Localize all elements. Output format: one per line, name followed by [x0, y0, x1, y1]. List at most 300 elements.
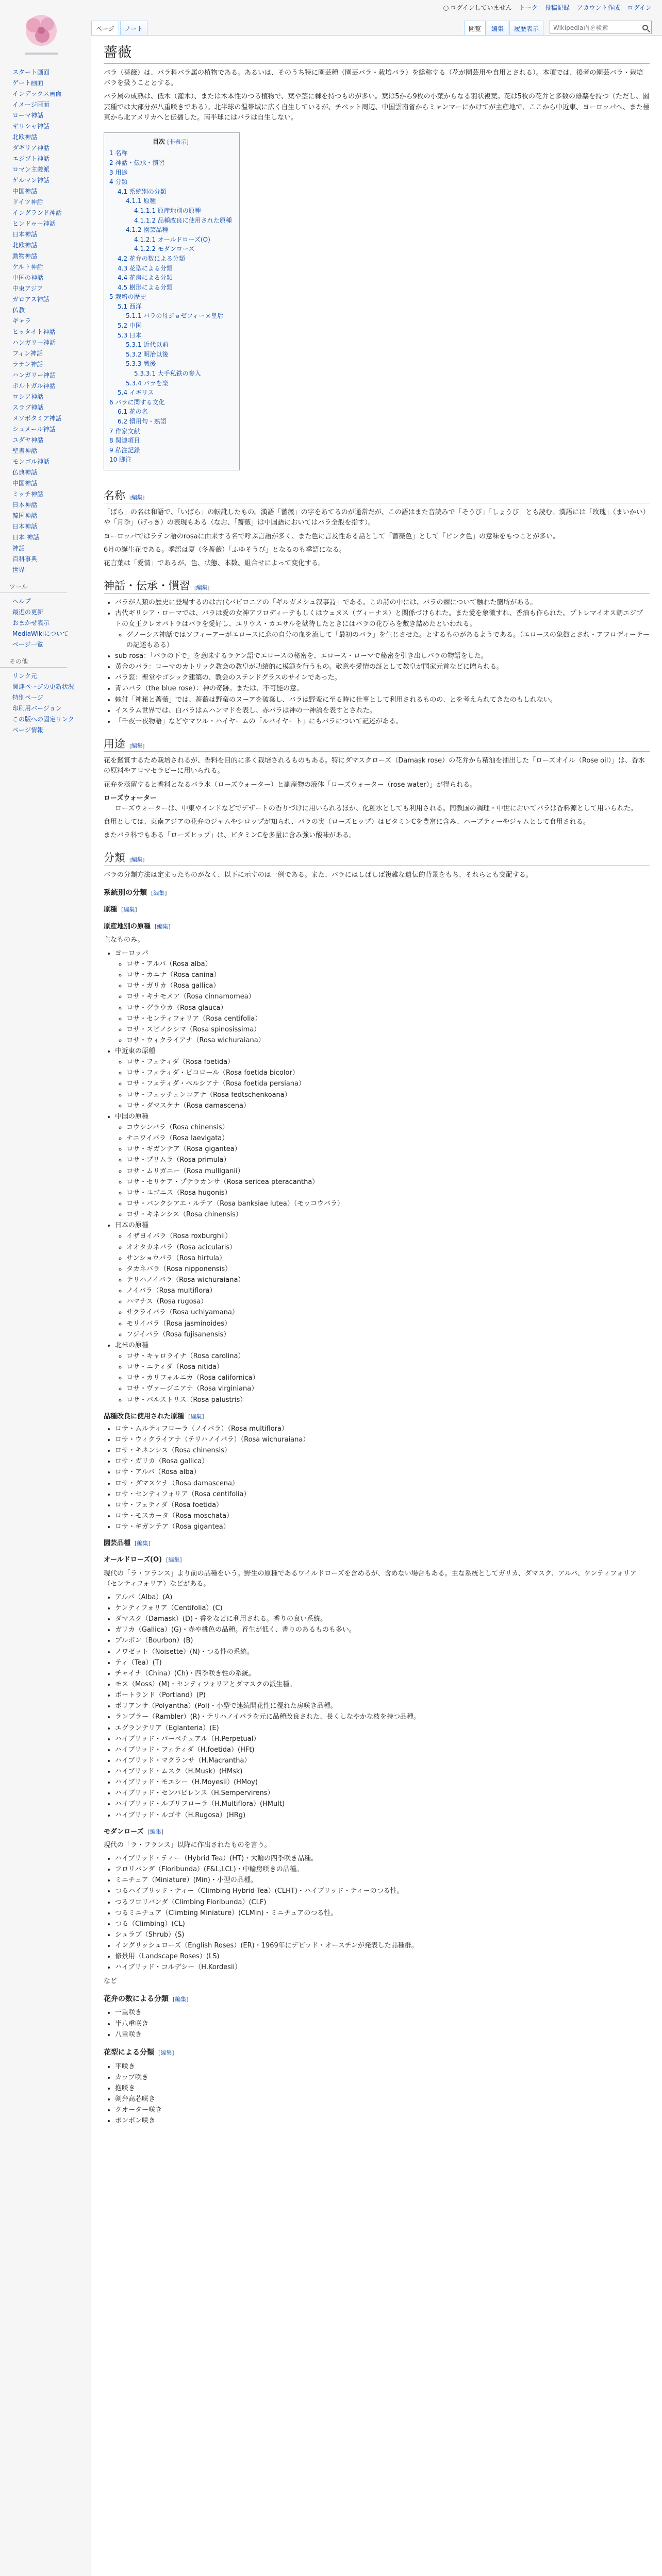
link[interactable]: 9 私注記録 — [109, 446, 140, 454]
link[interactable]: メソポタミア神話 — [12, 415, 62, 422]
link[interactable]: 5.1.1 バラの母ジョゼフィーヌ皇后 — [126, 312, 224, 320]
search-icon[interactable] — [642, 25, 648, 30]
link[interactable]: イメージ画面 — [12, 101, 49, 108]
sidebar-item[interactable] — [12, 121, 88, 132]
sidebar-item[interactable] — [12, 348, 88, 359]
list-item: ◦ ナニワイバラ（Rosa laevigata） — [126, 1133, 650, 1144]
edit-section-link[interactable]: [編集] — [188, 1413, 204, 1420]
link[interactable]: ゲルマン神話 — [12, 177, 49, 184]
list-item: • ハイブリッド・パーペチュアル（H.Perpetual） — [115, 1734, 650, 1744]
link[interactable]: この版への固定リンク — [12, 716, 74, 723]
link[interactable]: 7 作家文献 — [109, 427, 140, 435]
link[interactable]: 韓国神話 — [12, 512, 38, 519]
link[interactable]: エジプト神話 — [12, 155, 50, 162]
sidebar-item[interactable] — [12, 110, 88, 121]
list-item: ◦ ロサ・プリムラ（Rosa primula） — [126, 1155, 650, 1165]
list-item: ◦ ロサ・キネンシス（Rosa chinensis） — [126, 1210, 650, 1220]
toc-toggle[interactable]: [非表示] — [167, 138, 189, 145]
link[interactable]: 最近の更新 — [12, 608, 44, 616]
link[interactable]: ケルト神話 — [12, 263, 43, 270]
link[interactable]: 関連ページの更新状況 — [12, 683, 74, 690]
list-item: ◦ ロサ・ムリガニー（Rosa mulliganii） — [126, 1166, 650, 1177]
link[interactable]: ページ情報 — [12, 726, 43, 734]
sidebar-item[interactable] — [12, 478, 88, 489]
link[interactable]: 6 バラに関する文化 — [109, 398, 165, 406]
sidebar-item[interactable] — [12, 692, 88, 703]
link[interactable]: おまかせ表示 — [12, 619, 50, 626]
link[interactable]: 世界 — [12, 566, 25, 573]
tab-article[interactable]: ページ — [91, 21, 119, 36]
list-item: • ブルボン（Bourbon）(B) — [115, 1636, 650, 1646]
list-item: ◦ ロサ・アルバ（Rosa alba） — [126, 959, 650, 970]
link[interactable]: ハンガリー神話 — [12, 339, 56, 346]
sidebar-item[interactable] — [12, 532, 88, 543]
link[interactable]: 中東アジア — [12, 285, 43, 292]
link[interactable]: 1 名称 — [109, 149, 128, 157]
link[interactable]: ヒンドゥー神話 — [12, 220, 56, 227]
link[interactable]: MediaWikiについて — [12, 630, 69, 637]
site-logo[interactable] — [10, 7, 72, 64]
link[interactable]: 10 脚注 — [109, 456, 132, 464]
tab-history[interactable]: 履歴表示 — [509, 21, 543, 36]
link[interactable]: 日本神話 — [12, 501, 38, 509]
link[interactable]: フィン神話 — [12, 350, 43, 357]
sidebar-item[interactable] — [12, 186, 88, 197]
subsection-heading: 花弁の数による分類 [編集] — [104, 1994, 189, 2003]
link[interactable]: 4 分類 — [109, 178, 128, 186]
link[interactable]: 聖書神話 — [12, 447, 38, 454]
link[interactable]: ドイツ神話 — [12, 198, 43, 206]
link[interactable]: 5.3.3 戦後 — [126, 360, 156, 368]
toc-item[interactable] — [109, 283, 232, 293]
sidebar-item[interactable] — [12, 703, 88, 714]
toc-item[interactable] — [109, 264, 232, 274]
tab-read[interactable]: 閲覧 — [464, 21, 486, 36]
link[interactable]: 北欧神話 — [12, 242, 38, 249]
toc-item[interactable] — [109, 369, 232, 379]
sidebar-item[interactable] — [12, 629, 88, 639]
list-item: • 剣弁高芯咲き — [115, 2094, 650, 2105]
toc-item[interactable] — [109, 379, 232, 388]
list-item: ◦ ロサ・キナモメア（Rosa cinnamomea） — [126, 992, 650, 1002]
sidebar-item[interactable] — [12, 316, 88, 327]
list-item: ◦ ロサ・フェッチェンコアナ（Rosa fedtschenkoana） — [126, 1090, 650, 1100]
list-item: ◦ ロサ・バンクシアエ・ルテア（Rosa banksiae lutea）（モッコウバラ） — [126, 1199, 650, 1209]
list-item: • ハイブリッド・マクランサ（H.Macrantha） — [115, 1756, 650, 1766]
sidebar-item[interactable] — [12, 467, 88, 478]
toc-item[interactable] — [109, 407, 232, 417]
toc-item[interactable] — [109, 216, 232, 226]
toc-item[interactable] — [109, 254, 232, 264]
list-item: ◦ イザヨイバラ（Rosa roxburghii） — [126, 1231, 650, 1242]
sidebar-item[interactable] — [12, 337, 88, 348]
link[interactable]: イングランド神話 — [12, 209, 62, 216]
sidebar-item[interactable] — [12, 489, 88, 500]
link[interactable]: 4.1 系統別の分類 — [118, 188, 167, 195]
tab-edit[interactable]: 編集 — [487, 21, 508, 36]
link[interactable]: ハンガリー神話 — [12, 371, 56, 379]
article-content — [91, 35, 662, 2576]
paragraph: 現代の「ラ・フランス」以降に作出されたものを言う。 — [104, 1841, 271, 1849]
link[interactable]: インデックス画面 — [12, 90, 62, 97]
edit-section-link[interactable]: [編集] — [166, 1556, 182, 1564]
list-item: • イングリッシュローズ（English Roses）(ER)・1969年にデビッド・オースチンが発表した品種群。 — [115, 1941, 650, 1951]
list-item: ◦ ロサ・フェティダ・ペルシアナ（Rosa foetida persiana） — [126, 1079, 650, 1089]
sidebar-item[interactable] — [12, 164, 88, 175]
link[interactable]: 4.1.1.1 原産地別の原種 — [134, 207, 201, 214]
link[interactable]: 6.2 慣用句・熟語 — [118, 418, 167, 426]
origin-species-list — [115, 948, 650, 1405]
talk-link[interactable]: トーク — [519, 4, 538, 11]
toc-item[interactable] — [109, 148, 232, 158]
toc-item[interactable] — [109, 187, 232, 197]
toc-title: 目次 [非表示] — [153, 138, 189, 145]
sidebar-more-heading: その他 — [0, 656, 67, 668]
sidebar-item[interactable] — [12, 89, 88, 99]
list-item: ◦ ロサ・ギガンテア（Rosa gigantea） — [126, 1144, 650, 1155]
paragraph: 食用としては、東南アジアの花弁のジャムやシロップが知られ、バラの実（ローズヒップ）はビタミンCを豊富に含み、ハーブティーやジャムとして食用される。 — [104, 818, 590, 826]
link[interactable]: 日本神話 — [12, 231, 38, 238]
link[interactable]: 5.3.2 明治以後 — [126, 350, 169, 358]
list-item: ◦ ノイバラ（Rosa multiflora） — [126, 1286, 650, 1296]
sidebar-item[interactable] — [12, 607, 88, 618]
list-item: ◦ ハマナス（Rosa rugosa） — [126, 1297, 650, 1307]
link[interactable]: 日本 神話 — [12, 534, 39, 541]
sidebar-item[interactable] — [12, 283, 88, 294]
link[interactable]: 5.2 中国 — [118, 322, 142, 330]
list-item: ◦ サクライバラ（Rosa uchiyamana） — [126, 1308, 650, 1318]
toc-item[interactable] — [109, 359, 232, 369]
list-item: • ハイブリッド・ムスク（H.Musk）(HMsk) — [115, 1767, 650, 1777]
group-label: 中国の原種 — [115, 1112, 149, 1121]
create-account-link[interactable]: アカウント作成 — [576, 4, 620, 11]
sidebar-item[interactable] — [12, 175, 88, 186]
toc-item[interactable] — [109, 302, 232, 312]
list-item: ◦ ロサ・グラウカ（Rosa glauca） — [126, 1003, 650, 1013]
list-item: • イスラム世界では、白バラはムハンマドを表し、赤バラは神の一神論を表すとされた。 — [115, 706, 650, 716]
link[interactable]: 5.3.4 バラを楽 — [126, 379, 169, 387]
edit-section-link[interactable]: [編集] — [129, 857, 145, 863]
sub-list — [126, 1231, 650, 1340]
paragraph: バラの分類方法は定まったものがなく、以下に示すのは一例である。また、バラにはしばしば複雑な遺伝的背景をもち、それらとも交配する。 — [104, 871, 533, 879]
sidebar-item[interactable] — [12, 273, 88, 283]
sidebar-item[interactable] — [12, 99, 88, 110]
link[interactable]: 印刷用バージョン — [12, 705, 62, 712]
list-item: • ロサ・アルバ（Rosa alba） — [115, 1467, 650, 1478]
list-item: • ロサ・モスカータ（Rosa moschata） — [115, 1511, 650, 1521]
list-item: • ハイブリッド・コルデシー（H.Kordesii） — [115, 1962, 650, 1973]
sub-list — [126, 959, 650, 1046]
list-item: • つるフロリバンダ（Climbing Floribunda）(CLF) — [115, 1897, 650, 1908]
list-item: • シュラブ（Shrub）(S) — [115, 1930, 650, 1940]
link[interactable]: リンク元 — [12, 672, 37, 680]
sidebar-item[interactable] — [12, 521, 88, 532]
sidebar-item[interactable] — [12, 618, 88, 629]
toc-item[interactable] — [109, 273, 232, 283]
link[interactable]: 4.4 花房による分類 — [118, 274, 173, 282]
link[interactable]: スラブ神話 — [12, 404, 44, 411]
list-item: • 古代ギリシア・ローマでは、バラは愛の女神アフロディーテもしくはウェヌス（ヴィーナス）と関係づけられた。また愛を象徴すれ、香油も作られた。プトレマイオス朝エジプトの女王クレオパトラはバラを愛好し、ユリウス・カエサルを歓待したときにはバラの花びらを敷き詰めたといわれる。 ◦ グノーシス神話ではソフィーアーがエロースに恋の自分の血を流して「最初のバラ」を生じさせた。とするものがあるようである。（エロースの象徴とされ・アフロディーテーの記述もある） — [115, 608, 650, 651]
list-item: • ノワゼット（Noisette）(N)・つる性の系統。 — [115, 1647, 650, 1657]
toc-item[interactable] — [109, 350, 232, 360]
sidebar-item[interactable] — [12, 67, 88, 78]
sidebar-item[interactable] — [12, 262, 88, 273]
link[interactable]: 3 用途 — [109, 168, 128, 176]
namespace-tabs — [91, 21, 147, 36]
sidebar-item[interactable] — [12, 392, 88, 402]
user-icon — [443, 6, 449, 11]
link[interactable]: 動物神話 — [12, 252, 38, 260]
sidebar-item[interactable] — [12, 305, 88, 316]
sidebar-item[interactable] — [12, 240, 88, 251]
link[interactable]: 5 栽培の歴史 — [109, 293, 146, 301]
sidebar-tools-list — [0, 596, 88, 650]
toc-item[interactable] — [109, 321, 232, 331]
sidebar-tools-heading: ツール — [0, 582, 67, 593]
used-species-list — [115, 1424, 650, 1532]
toc-item[interactable] — [109, 417, 232, 427]
edit-section-link[interactable]: [編集] — [147, 1828, 164, 1835]
section-heading-name: 名称 [編集] — [104, 489, 650, 503]
toc-item[interactable] — [109, 206, 232, 216]
sidebar-item[interactable] — [12, 424, 88, 435]
list-item: • ロサ・センティフォリア（Rosa centifolia） — [115, 1489, 650, 1500]
list-item — [115, 1221, 650, 1340]
list-item: ◦ ロサ・ユゴニス（Rosa hugonis） — [126, 1188, 650, 1198]
paragraph: 6月の誕生花である。季語は夏（冬薔薇）「ふゆそうび」となるのも季語になる。 — [104, 546, 346, 554]
link[interactable]: ギリシャ神話 — [12, 123, 49, 130]
list-item — [115, 948, 650, 1046]
toc-item[interactable] — [109, 292, 232, 302]
sidebar-item[interactable] — [12, 132, 88, 143]
link[interactable]: ガロアス神話 — [12, 296, 49, 303]
link[interactable]: 百科事典 — [12, 555, 38, 563]
link[interactable]: 北欧神話 — [12, 133, 38, 141]
toc-item[interactable] — [109, 455, 232, 465]
sidebar-nav-list — [0, 67, 88, 575]
table-of-contents — [104, 132, 240, 470]
sidebar-item[interactable] — [12, 251, 88, 262]
link[interactable]: ユダヤ神話 — [12, 436, 44, 444]
section-heading-classification: 分類 [編集] — [104, 851, 650, 866]
sidebar-item[interactable] — [12, 78, 88, 89]
sidebar-item[interactable] — [12, 381, 88, 392]
link[interactable]: ロマン主義派 — [12, 166, 50, 173]
edit-section-link[interactable]: [編集] — [151, 889, 167, 896]
link[interactable]: 4.1.2.1 オールドローズ(O) — [134, 235, 210, 243]
link[interactable]: ダギリア神話 — [12, 144, 50, 151]
link[interactable]: 中国の神話 — [12, 274, 44, 281]
link[interactable]: 仏教 — [12, 307, 25, 314]
link[interactable]: 中国神話 — [12, 480, 38, 487]
link[interactable]: 4.1.1 原種 — [126, 197, 156, 205]
link[interactable]: 8 関連項目 — [109, 437, 140, 445]
link[interactable]: シュメール神話 — [12, 426, 56, 433]
list-item: • モス（Moss）(M)・センティフォリアとダマスクの派生種。 — [115, 1680, 650, 1690]
sidebar-item[interactable] — [12, 596, 88, 607]
link[interactable]: 5.1 西洋 — [118, 302, 142, 310]
list-item: • フロリバンダ（Floribunda）(F&L,LCL)・中輪房咲きの品種。 — [115, 1865, 650, 1875]
link[interactable]: 4.2 花弁の数による分類 — [118, 255, 185, 262]
list-item: • ハイブリッド・ティー（Hybrid Tea）(HT)・大輪の四季咲き品種。 — [115, 1854, 650, 1864]
list-item: • 抱咲き — [115, 2083, 650, 2094]
link[interactable]: 5.3.3.1 大手私鉄の参入 — [134, 370, 201, 378]
link[interactable]: 特別ページ — [12, 694, 43, 701]
list-item: • つる（Climbing）(CL) — [115, 1919, 650, 1929]
link[interactable]: 5.3 日本 — [118, 331, 142, 339]
list-item: ◦ オオタカネバラ（Rosa acicularis） — [126, 1243, 650, 1253]
sidebar-item[interactable] — [12, 671, 88, 682]
list-item: • ミニチュア（Miniature）(Min)・小型の品種。 — [115, 1875, 650, 1886]
toc-item[interactable] — [109, 446, 232, 455]
link[interactable]: 2 神話・伝承・慣習 — [109, 159, 165, 166]
link[interactable]: 5.3.1 近代以前 — [126, 341, 169, 349]
link[interactable]: 日本神話 — [12, 523, 38, 530]
sidebar-item[interactable] — [12, 413, 88, 424]
paragraph: 花を鑑賞するため栽培されるが、香料を目的に多く栽培されるものもある。特にダマスクローズ（Damask rose）の花弁から精油を抽出した「ローズオイル（Rose oil）」は、香水の原料やアロマセラピーに用いられる。 — [104, 757, 645, 775]
contributions-link[interactable]: 投稿記録 — [544, 4, 570, 11]
toc-item[interactable] — [109, 340, 232, 350]
sidebar-item[interactable] — [12, 197, 88, 208]
link[interactable]: ローマ神話 — [12, 112, 44, 119]
list-item: • バラ窓：聖堂やゴシック建築の、教会のステンドグラスのサインであった。 — [115, 673, 650, 683]
sidebar-item[interactable] — [12, 511, 88, 521]
sidebar-item[interactable] — [12, 294, 88, 305]
toc-item[interactable] — [109, 196, 232, 206]
link[interactable]: ヘルプ — [12, 598, 31, 605]
sidebar-item[interactable] — [12, 714, 88, 725]
sidebar-item[interactable] — [12, 154, 88, 164]
list-item: • ダマスク（Damask）(D)・香をなどに利用される。香りの良い系統。 — [115, 1614, 650, 1624]
sidebar-item[interactable] — [12, 554, 88, 565]
link[interactable]: モンゴル神話 — [12, 458, 50, 465]
link[interactable]: ポルトガル神話 — [12, 382, 56, 389]
edit-section-link[interactable]: [編集] — [129, 494, 145, 501]
list-item: • ハイブリッド・ルゴサ（H.Rugosa）(HRg) — [115, 1810, 650, 1821]
link[interactable]: ギャラ — [12, 317, 31, 325]
toc-item[interactable] — [109, 398, 232, 408]
link[interactable]: 4.1.2.2 モダンローズ — [134, 245, 195, 253]
link[interactable]: ロシア神話 — [12, 393, 44, 400]
list-item: ◦ ロサ・セリケア・プテラカンサ（Rosa sericea pteracantha） — [126, 1177, 650, 1188]
group-label: 日本の原種 — [115, 1222, 149, 1230]
edit-section-link[interactable]: [編集] — [135, 1540, 151, 1547]
subsection-heading: 系統別の分類 [編集] — [104, 888, 167, 897]
list-item: • 平咲き — [115, 2062, 650, 2072]
link[interactable]: 6.1 花の名 — [118, 408, 148, 416]
link[interactable]: 4.1.2 園芸品種 — [126, 226, 169, 234]
sidebar-item[interactable] — [12, 208, 88, 218]
link[interactable]: 4.3 花型による分類 — [118, 264, 173, 272]
list-item: ◦ ロサ・キャロライナ（Rosa carolina） — [126, 1351, 650, 1362]
sidebar-item[interactable] — [12, 359, 88, 370]
sidebar-item[interactable] — [12, 143, 88, 154]
toc-item[interactable] — [109, 177, 232, 187]
sub-list — [126, 1057, 650, 1111]
sidebar-item[interactable] — [12, 456, 88, 467]
toc-item[interactable] — [109, 427, 232, 436]
list-item: • ハイブリッド・センパビレンス（H.Sempervirens） — [115, 1788, 650, 1799]
edit-section-link[interactable]: [編集] — [158, 2049, 174, 2056]
toc-item[interactable] — [109, 436, 232, 446]
list-item: • ハイブリッド・モエシー（H.Moyesii）(HMoy) — [115, 1777, 650, 1788]
link[interactable]: 中国神話 — [12, 188, 38, 195]
sidebar-item[interactable] — [12, 725, 88, 736]
sidebar-item[interactable] — [12, 565, 88, 575]
toc-item[interactable] — [109, 225, 232, 235]
sidebar-item[interactable] — [12, 682, 88, 692]
sidebar-item[interactable] — [12, 639, 88, 650]
list-item: • 半八重咲き — [115, 2019, 650, 2029]
toc-item[interactable] — [109, 388, 232, 398]
edit-section-link[interactable]: [編集] — [121, 906, 137, 913]
list-item: ◦ ロサ・ダマスケナ（Rosa damascena） — [126, 1101, 650, 1111]
login-link[interactable]: ログイン — [627, 4, 652, 11]
sidebar-item[interactable] — [12, 229, 88, 240]
sub-list — [126, 1351, 650, 1405]
list-item: • sub rosa：「バラの下で」を意味するラテン語でエロースの秘密を、エロース・ローマで秘密を引き出しバラの物語をした。 — [115, 651, 650, 662]
toc-item[interactable] — [109, 311, 232, 321]
link[interactable]: ヒッタイト神話 — [12, 328, 56, 335]
sidebar-item[interactable] — [12, 543, 88, 554]
list-item: ◦ タカネバラ（Rosa nipponensis） — [126, 1264, 650, 1275]
page-title: 薔薇 — [104, 44, 650, 64]
toc-item[interactable] — [109, 244, 232, 254]
sidebar-item[interactable] — [12, 218, 88, 229]
sidebar-item[interactable] — [12, 446, 88, 456]
sidebar-item[interactable] — [12, 402, 88, 413]
list-item: • ロサ・ムルティフローラ（ノイバラ）（Rosa multiflora） — [115, 1424, 650, 1434]
link[interactable]: 4.1.1.2 品種改良に使用された原種 — [134, 216, 232, 224]
link[interactable]: スタート画面 — [12, 69, 50, 76]
definition-term: ローズウォーター — [104, 794, 157, 802]
list-item: • ポンポン咲き — [115, 2116, 650, 2126]
petal-class-list — [115, 2008, 650, 2040]
edit-section-link[interactable]: [編集] — [173, 1995, 189, 2003]
link[interactable]: 5.4 イギリス — [118, 389, 154, 397]
link[interactable]: ラテン神話 — [12, 361, 43, 368]
link[interactable]: 仏典神話 — [12, 469, 38, 476]
edit-section-link[interactable]: [編集] — [194, 584, 210, 591]
link[interactable]: 神話 — [12, 545, 25, 552]
link[interactable]: ゲート画面 — [12, 79, 44, 87]
list-item — [115, 1341, 650, 1405]
subsection-heading: 花型による分類 [編集] — [104, 2048, 174, 2057]
list-item: • チャイナ（China）(Ch)・四季咲き性の系統。 — [115, 1669, 650, 1679]
sidebar-item[interactable] — [12, 370, 88, 381]
sidebar-item[interactable] — [12, 435, 88, 446]
sidebar-item[interactable] — [12, 500, 88, 511]
link[interactable]: ミッチ神話 — [12, 490, 43, 498]
link[interactable]: 4.5 樹形による分類 — [118, 283, 173, 291]
toc-item[interactable] — [109, 158, 232, 168]
search-input[interactable] — [550, 21, 652, 34]
personal-tools — [443, 3, 652, 12]
edit-section-link[interactable]: [編集] — [155, 923, 171, 930]
sidebar-item[interactable] — [12, 327, 88, 337]
list-item: • ハイブリッド・フェティダ（H.foetida）(HFt) — [115, 1745, 650, 1755]
myth-list — [115, 598, 650, 727]
list-item: ◦ コウシンバラ（Rosa chinensis） — [126, 1123, 650, 1133]
link[interactable]: ページ一覧 — [12, 641, 43, 648]
toc-item[interactable] — [109, 235, 232, 245]
toc-item[interactable] — [109, 168, 232, 178]
toc-item[interactable] — [109, 331, 232, 341]
list-item: ◦ フジイバラ（Rosa fujisanensis） — [126, 1330, 650, 1340]
tab-talk[interactable]: ノート — [120, 21, 148, 36]
list-item: • ロサ・フェティダ（Rosa foetida） — [115, 1500, 650, 1511]
edit-section-link[interactable]: [編集] — [129, 742, 145, 749]
